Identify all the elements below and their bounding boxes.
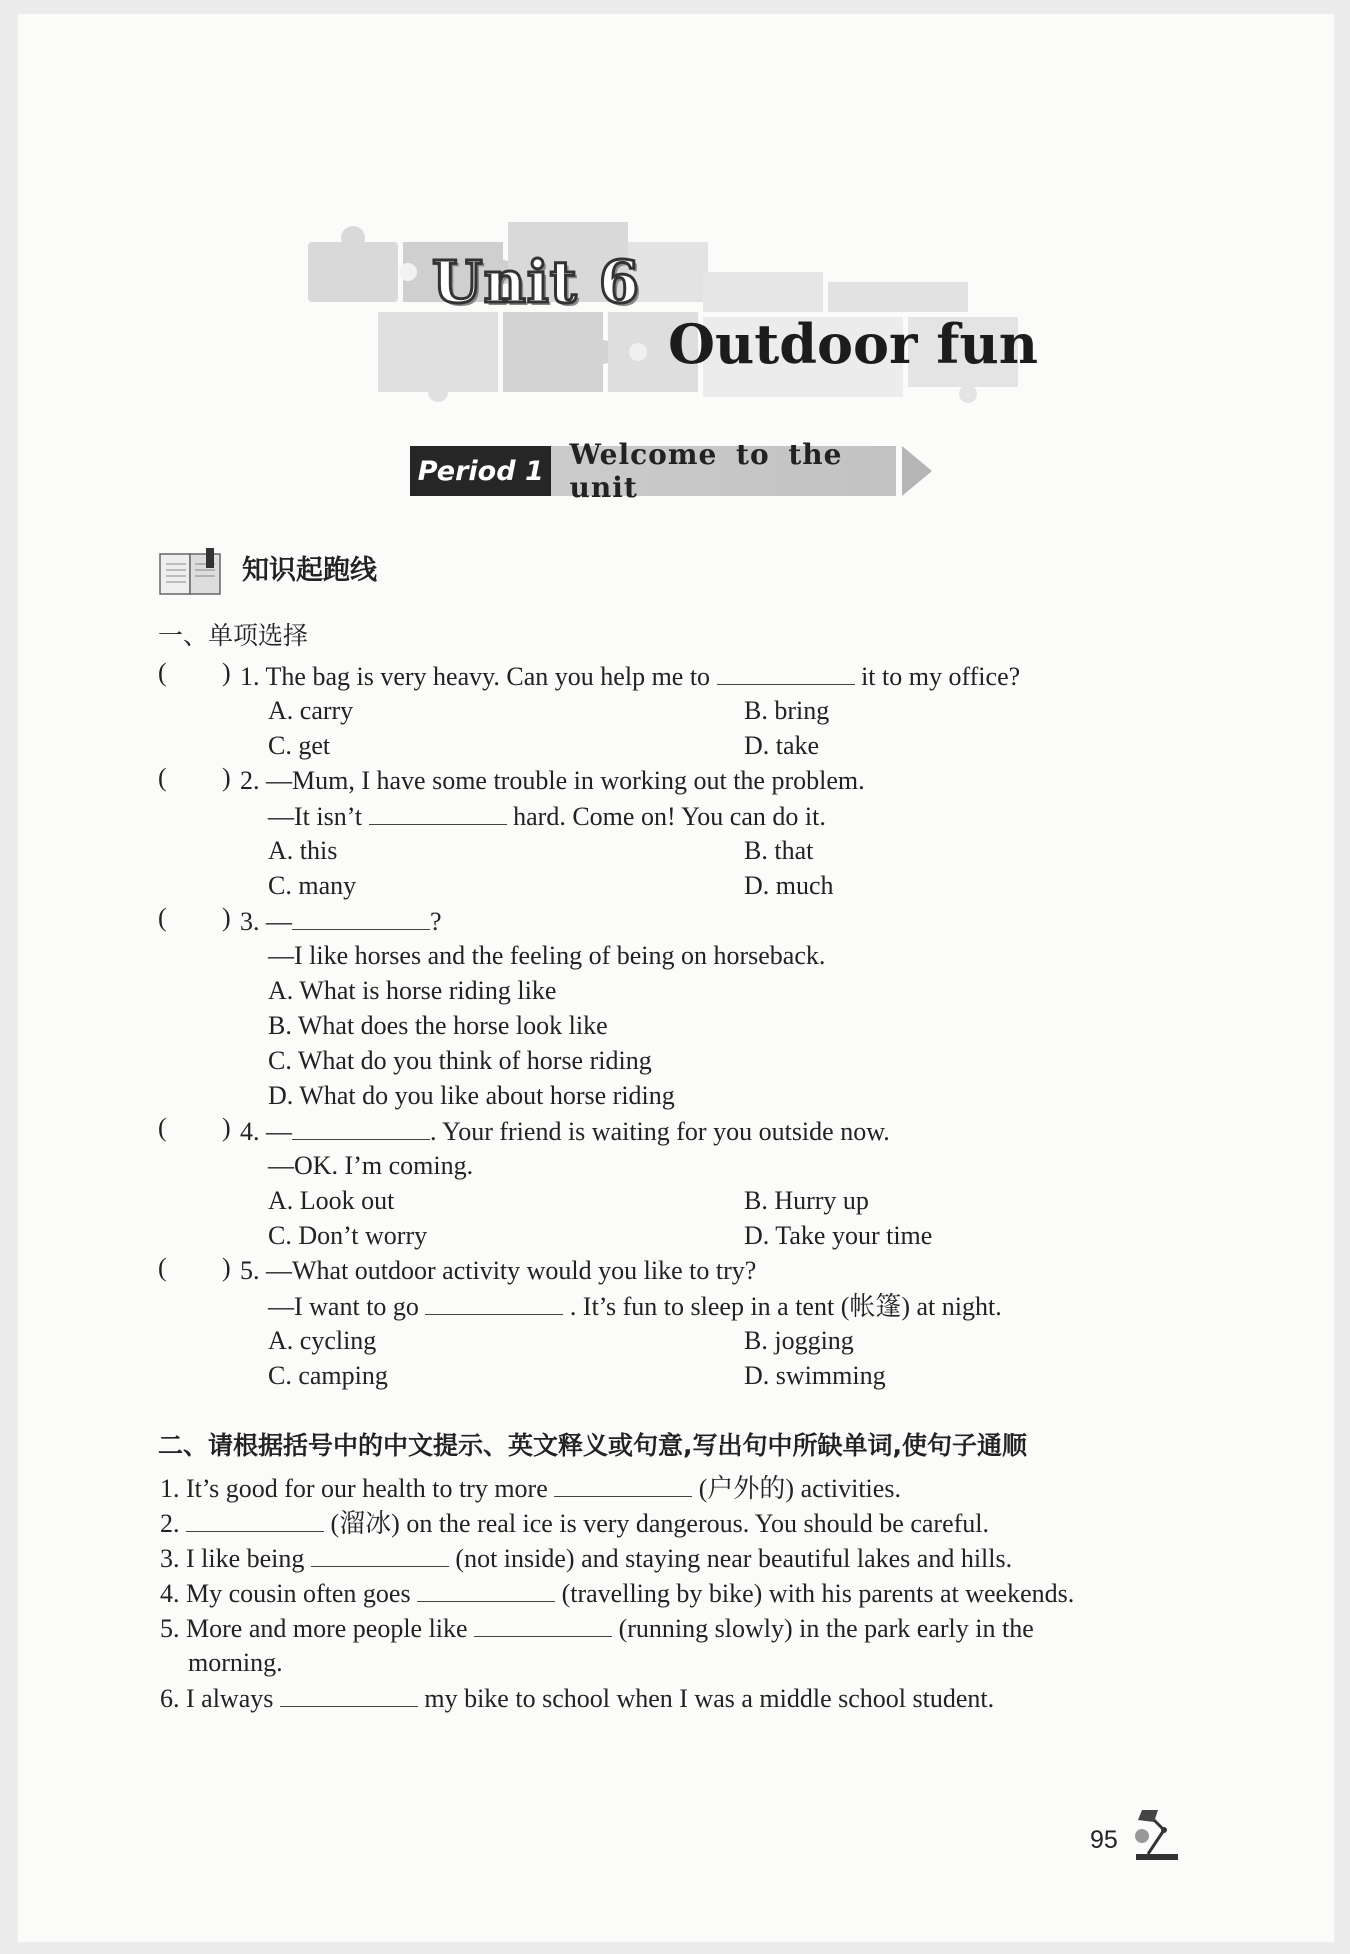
fill-item-5-cont: morning. (188, 1648, 283, 1677)
answer-paren-open: ( (158, 658, 167, 687)
answer-blank[interactable] (417, 1575, 555, 1602)
answer-paren-close: ) (222, 763, 231, 792)
period-banner (410, 438, 896, 504)
fill-item-1: 1. It’s good for our health to try more (户外的) activities. (160, 1470, 901, 1506)
part2-title: 二、请根据括号中的中文提示、英文释义或句意,写出句中所缺单词,使句子通顺 (158, 1431, 1027, 1460)
question-5: 5. —What outdoor activity would you like to try? (240, 1256, 757, 1285)
section-title: 知识起跑线 (242, 555, 377, 586)
answer-paren-open: ( (158, 1113, 167, 1142)
question-4-line-2: —OK. I’m coming. (268, 1151, 474, 1180)
answer-paren-close: ) (222, 1113, 231, 1142)
answer-blank[interactable] (292, 1113, 430, 1140)
part1-title: 一、单项选择 (158, 621, 309, 650)
fill-item-2: 2. (溜冰) on the real ice is very dangerous. You should be careful. (160, 1505, 989, 1541)
option: A. cycling (268, 1326, 377, 1355)
period-name: Welcome to the unit (569, 438, 843, 504)
open-book-icon (158, 548, 224, 598)
option: D. What do you like about horse riding (268, 1081, 675, 1110)
option: A. Look out (268, 1186, 395, 1215)
question-3: 3. — ? (240, 903, 442, 939)
desk-lamp-icon (1128, 1806, 1186, 1864)
option: C. get (268, 731, 331, 760)
option: A. carry (268, 696, 354, 725)
answer-blank[interactable] (292, 903, 430, 930)
fill-item-3: 3. I like being (not inside) and staying near beautiful lakes and hills. (160, 1540, 1012, 1576)
question-2-line-2: —It isn’t hard. Come on! You can do it. (268, 798, 826, 834)
answer-blank[interactable] (554, 1470, 692, 1497)
fill-item-5: 5. More and more people like (running slowly) in the park early in the (160, 1610, 1034, 1646)
option: A. What is horse riding like (268, 976, 557, 1005)
page-number: 95 (1090, 1826, 1118, 1854)
answer-blank[interactable] (474, 1610, 612, 1637)
question-4: 4. — . Your friend is waiting for you outside now. (240, 1113, 890, 1149)
option: B. Hurry up (744, 1186, 869, 1215)
answer-blank[interactable] (717, 658, 855, 685)
option: D. Take your time (744, 1221, 933, 1250)
option: C. camping (268, 1361, 388, 1390)
option: A. this (268, 836, 338, 865)
answer-paren-close: ) (222, 658, 231, 687)
answer-paren-open: ( (158, 763, 167, 792)
option: B. that (744, 836, 814, 865)
option: B. bring (744, 696, 830, 725)
option: C. many (268, 871, 357, 900)
answer-blank[interactable] (186, 1505, 324, 1532)
answer-paren-open: ( (158, 1253, 167, 1282)
option: C. Don’t worry (268, 1221, 428, 1250)
answer-paren-open: ( (158, 903, 167, 932)
question-2: 2. —Mum, I have some trouble in working out the problem. (240, 766, 865, 795)
banner-arrow-icon (902, 446, 932, 496)
period-label: Period 1 (410, 446, 551, 496)
question-5-line-2: —I want to go . It’s fun to sleep in a tent (帐篷) at night. (268, 1288, 1002, 1324)
unit-title: Unit 6 (432, 248, 641, 316)
fill-item-4: 4. My cousin often goes (travelling by bike) with his parents at weekends. (160, 1575, 1074, 1611)
option: D. swimming (744, 1361, 886, 1390)
option: B. What does the horse look like (268, 1011, 608, 1040)
answer-paren-close: ) (222, 903, 231, 932)
question-3-line-2: —I like horses and the feeling of being on horseback. (268, 941, 826, 970)
answer-paren-close: ) (222, 1253, 231, 1282)
option: B. jogging (744, 1326, 854, 1355)
unit-subtitle: Outdoor fun (668, 312, 1039, 376)
question-1: 1. The bag is very heavy. Can you help me to it to my office? (240, 658, 1020, 694)
answer-blank[interactable] (311, 1540, 449, 1567)
answer-blank[interactable] (369, 798, 507, 825)
answer-blank[interactable] (425, 1288, 563, 1315)
answer-blank[interactable] (280, 1680, 418, 1707)
option: C. What do you think of horse riding (268, 1046, 652, 1075)
option: D. much (744, 871, 834, 900)
fill-item-6: 6. I always my bike to school when I was a middle school student. (160, 1680, 994, 1716)
option: D. take (744, 731, 820, 760)
